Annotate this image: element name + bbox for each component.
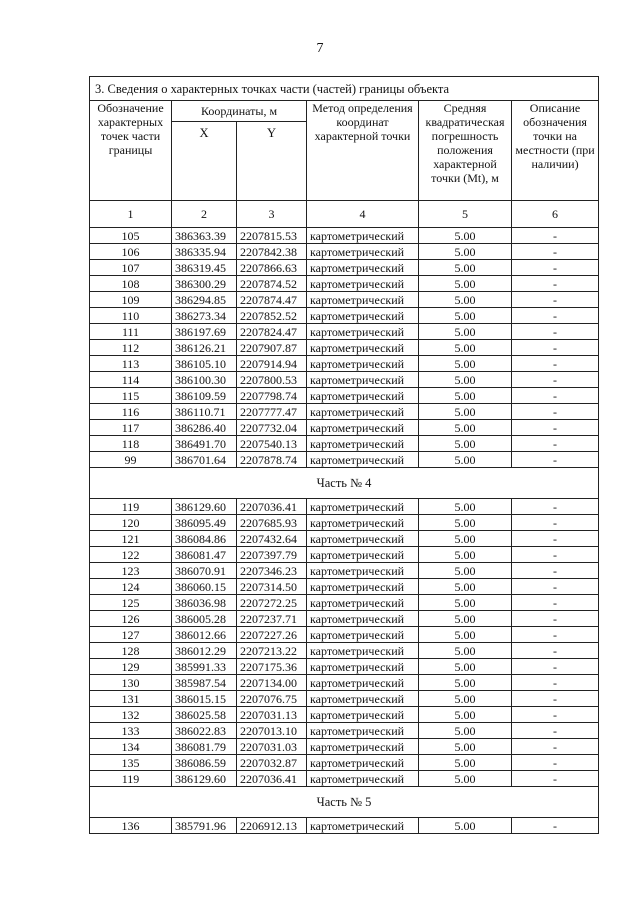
coord-x: 386335.94 (172, 244, 237, 260)
coord-x: 386022.83 (172, 723, 237, 739)
point-number: 109 (90, 292, 172, 308)
coord-y: 2207032.87 (237, 755, 307, 771)
table-row (90, 659, 599, 675)
table-row (90, 276, 599, 292)
coord-y: 2206912.13 (237, 818, 307, 834)
column-number: 6 (512, 201, 599, 228)
table-row (90, 531, 599, 547)
point-number: 135 (90, 755, 172, 771)
error-value: 5.00 (419, 436, 512, 452)
error-value: 5.00 (419, 771, 512, 787)
coord-y: 2207914.94 (237, 356, 307, 372)
table-row (90, 499, 599, 515)
description: - (512, 388, 599, 404)
coord-x: 386105.10 (172, 356, 237, 372)
header-method: Метод определения координат характерной точки (307, 101, 419, 201)
coord-y: 2207798.74 (237, 388, 307, 404)
header-error: Средняя квадратическая погрешность положения характерной точки (Mt), м (419, 101, 512, 201)
table-row (90, 723, 599, 739)
table-row (90, 707, 599, 723)
error-value: 5.00 (419, 627, 512, 643)
description: - (512, 755, 599, 771)
method: картометрический (307, 324, 419, 340)
method: картометрический (307, 659, 419, 675)
description: - (512, 372, 599, 388)
point-number: 130 (90, 675, 172, 691)
method: картометрический (307, 818, 419, 834)
table-row (90, 228, 599, 244)
coord-x: 386363.39 (172, 228, 237, 244)
coord-x: 386070.91 (172, 563, 237, 579)
coord-x: 385991.33 (172, 659, 237, 675)
description: - (512, 643, 599, 659)
error-value: 5.00 (419, 643, 512, 659)
method: картометрический (307, 531, 419, 547)
coord-x: 386036.98 (172, 595, 237, 611)
coord-x: 386025.58 (172, 707, 237, 723)
coord-x: 386081.47 (172, 547, 237, 563)
column-number: 4 (307, 201, 419, 228)
table-row (90, 292, 599, 308)
error-value: 5.00 (419, 595, 512, 611)
coord-y: 2207314.50 (237, 579, 307, 595)
coord-x: 386012.66 (172, 627, 237, 643)
description: - (512, 547, 599, 563)
method: картометрический (307, 372, 419, 388)
description: - (512, 356, 599, 372)
coord-y: 2207842.38 (237, 244, 307, 260)
description: - (512, 420, 599, 436)
error-value: 5.00 (419, 739, 512, 755)
method: картометрический (307, 707, 419, 723)
table-row (90, 324, 599, 340)
point-number: 120 (90, 515, 172, 531)
table-row (90, 547, 599, 563)
table-row (90, 404, 599, 420)
coord-x: 385987.54 (172, 675, 237, 691)
error-value: 5.00 (419, 547, 512, 563)
error-value: 5.00 (419, 452, 512, 468)
coord-y: 2207031.13 (237, 707, 307, 723)
coord-y: 2207397.79 (237, 547, 307, 563)
table-row (90, 372, 599, 388)
method: картометрический (307, 611, 419, 627)
table-row (90, 691, 599, 707)
table-row (90, 755, 599, 771)
description: - (512, 452, 599, 468)
coord-x: 386012.29 (172, 643, 237, 659)
point-number: 131 (90, 691, 172, 707)
coord-x: 386100.30 (172, 372, 237, 388)
method: картометрический (307, 452, 419, 468)
point-number: 134 (90, 739, 172, 755)
method: картометрический (307, 420, 419, 436)
coord-x: 386129.60 (172, 499, 237, 515)
point-number: 107 (90, 260, 172, 276)
method: картометрический (307, 404, 419, 420)
table-row (90, 579, 599, 595)
table-row (90, 595, 599, 611)
method: картометрический (307, 579, 419, 595)
error-value: 5.00 (419, 276, 512, 292)
description: - (512, 611, 599, 627)
description: - (512, 818, 599, 834)
error-value: 5.00 (419, 292, 512, 308)
method: картометрический (307, 276, 419, 292)
coord-y: 2207432.64 (237, 531, 307, 547)
error-value: 5.00 (419, 340, 512, 356)
coord-x: 386197.69 (172, 324, 237, 340)
description: - (512, 276, 599, 292)
description: - (512, 244, 599, 260)
error-value: 5.00 (419, 372, 512, 388)
table-row (90, 818, 599, 834)
description: - (512, 563, 599, 579)
coord-y: 2207866.63 (237, 260, 307, 276)
coord-y: 2207732.04 (237, 420, 307, 436)
section-title: 3. Сведения о характерных точках части (частей) границы объекта (90, 77, 599, 101)
method: картометрический (307, 244, 419, 260)
error-value: 5.00 (419, 308, 512, 324)
error-value: 5.00 (419, 563, 512, 579)
point-number: 129 (90, 659, 172, 675)
point-number: 133 (90, 723, 172, 739)
error-value: 5.00 (419, 755, 512, 771)
coord-y: 2207237.71 (237, 611, 307, 627)
column-numbers-row (90, 201, 599, 228)
description: - (512, 739, 599, 755)
description: - (512, 675, 599, 691)
error-value: 5.00 (419, 818, 512, 834)
header-x: X (172, 122, 237, 201)
point-number: 128 (90, 643, 172, 659)
point-number: 122 (90, 547, 172, 563)
table-row (90, 771, 599, 787)
method: картометрический (307, 723, 419, 739)
part-title-row (90, 468, 599, 499)
point-number: 115 (90, 388, 172, 404)
error-value: 5.00 (419, 515, 512, 531)
error-value: 5.00 (419, 420, 512, 436)
method: картометрический (307, 547, 419, 563)
coord-y: 2207815.53 (237, 228, 307, 244)
coord-x: 386491.70 (172, 436, 237, 452)
error-value: 5.00 (419, 675, 512, 691)
error-value: 5.00 (419, 723, 512, 739)
coord-y: 2207540.13 (237, 436, 307, 452)
error-value: 5.00 (419, 404, 512, 420)
error-value: 5.00 (419, 324, 512, 340)
description: - (512, 404, 599, 420)
coord-y: 2207272.25 (237, 595, 307, 611)
method: картометрический (307, 228, 419, 244)
header-y: Y (237, 122, 307, 201)
point-number: 125 (90, 595, 172, 611)
method: картометрический (307, 260, 419, 276)
column-number: 5 (419, 201, 512, 228)
method: картометрический (307, 515, 419, 531)
coord-x: 385791.96 (172, 818, 237, 834)
description: - (512, 228, 599, 244)
point-number: 132 (90, 707, 172, 723)
coord-y: 2207852.52 (237, 308, 307, 324)
coord-y: 2207878.74 (237, 452, 307, 468)
coord-x: 386084.86 (172, 531, 237, 547)
description: - (512, 691, 599, 707)
point-number: 114 (90, 372, 172, 388)
point-number: 118 (90, 436, 172, 452)
point-number: 121 (90, 531, 172, 547)
point-number: 105 (90, 228, 172, 244)
table-row (90, 611, 599, 627)
coord-x: 386110.71 (172, 404, 237, 420)
coord-y: 2207874.47 (237, 292, 307, 308)
error-value: 5.00 (419, 388, 512, 404)
point-number: 124 (90, 579, 172, 595)
coord-y: 2207227.26 (237, 627, 307, 643)
error-value: 5.00 (419, 659, 512, 675)
coord-y: 2207036.41 (237, 499, 307, 515)
table-row (90, 388, 599, 404)
coord-x: 386095.49 (172, 515, 237, 531)
method: картометрический (307, 595, 419, 611)
method: картометрический (307, 308, 419, 324)
description: - (512, 324, 599, 340)
coord-x: 386005.28 (172, 611, 237, 627)
error-value: 5.00 (419, 499, 512, 515)
column-number: 3 (237, 201, 307, 228)
coord-x: 386286.40 (172, 420, 237, 436)
description: - (512, 595, 599, 611)
error-value: 5.00 (419, 260, 512, 276)
method: картометрический (307, 563, 419, 579)
description: - (512, 308, 599, 324)
coord-x: 386060.15 (172, 579, 237, 595)
method: картометрический (307, 771, 419, 787)
coord-y: 2207874.52 (237, 276, 307, 292)
point-number: 99 (90, 452, 172, 468)
table-row (90, 436, 599, 452)
method: картометрический (307, 739, 419, 755)
method: картометрический (307, 691, 419, 707)
point-number: 119 (90, 771, 172, 787)
description: - (512, 627, 599, 643)
description: - (512, 499, 599, 515)
method: картометрический (307, 292, 419, 308)
error-value: 5.00 (419, 707, 512, 723)
description: - (512, 723, 599, 739)
header-designation: Обозначение характерных точек части границы (90, 101, 172, 201)
point-number: 111 (90, 324, 172, 340)
method: картометрический (307, 643, 419, 659)
coord-x: 386294.85 (172, 292, 237, 308)
table-row (90, 356, 599, 372)
point-number: 127 (90, 627, 172, 643)
description: - (512, 707, 599, 723)
table-row (90, 260, 599, 276)
coord-y: 2207013.10 (237, 723, 307, 739)
table-row (90, 244, 599, 260)
coord-x: 386081.79 (172, 739, 237, 755)
point-number: 117 (90, 420, 172, 436)
table-row (90, 515, 599, 531)
error-value: 5.00 (419, 356, 512, 372)
page-number: 7 (316, 41, 324, 56)
coord-y: 2207907.87 (237, 340, 307, 356)
coord-y: 2207213.22 (237, 643, 307, 659)
table-row (90, 563, 599, 579)
coord-x: 386701.64 (172, 452, 237, 468)
point-number: 116 (90, 404, 172, 420)
coord-y: 2207036.41 (237, 771, 307, 787)
description: - (512, 515, 599, 531)
header-description: Описание обозначения точки на местности (при наличии) (512, 101, 599, 201)
coord-y: 2207800.53 (237, 372, 307, 388)
coord-y: 2207824.47 (237, 324, 307, 340)
error-value: 5.00 (419, 228, 512, 244)
coord-x: 386129.60 (172, 771, 237, 787)
table-row (90, 643, 599, 659)
part-title: Часть № 4 (90, 468, 599, 499)
description: - (512, 579, 599, 595)
coord-y: 2207076.75 (237, 691, 307, 707)
point-number: 113 (90, 356, 172, 372)
coord-x: 386126.21 (172, 340, 237, 356)
method: картометрический (307, 356, 419, 372)
table-row (90, 739, 599, 755)
point-number: 136 (90, 818, 172, 834)
description: - (512, 659, 599, 675)
method: картометрический (307, 388, 419, 404)
point-number: 108 (90, 276, 172, 292)
table-row (90, 675, 599, 691)
coord-y: 2207134.00 (237, 675, 307, 691)
method: картометрический (307, 675, 419, 691)
description: - (512, 340, 599, 356)
point-number: 123 (90, 563, 172, 579)
description: - (512, 292, 599, 308)
part-title: Часть № 5 (90, 787, 599, 818)
description: - (512, 436, 599, 452)
coord-y: 2207031.03 (237, 739, 307, 755)
point-number: 112 (90, 340, 172, 356)
description: - (512, 771, 599, 787)
column-number: 1 (90, 201, 172, 228)
method: картометрический (307, 755, 419, 771)
table-row (90, 452, 599, 468)
coord-y: 2207346.23 (237, 563, 307, 579)
coord-x: 386109.59 (172, 388, 237, 404)
error-value: 5.00 (419, 611, 512, 627)
method: картометрический (307, 499, 419, 515)
table-row (90, 308, 599, 324)
error-value: 5.00 (419, 579, 512, 595)
method: картометрический (307, 340, 419, 356)
error-value: 5.00 (419, 691, 512, 707)
coord-y: 2207685.93 (237, 515, 307, 531)
point-number: 126 (90, 611, 172, 627)
column-number: 2 (172, 201, 237, 228)
table-row (90, 420, 599, 436)
table-row (90, 627, 599, 643)
coord-x: 386273.34 (172, 308, 237, 324)
boundary-points-table (89, 76, 599, 834)
coord-x: 386086.59 (172, 755, 237, 771)
method: картометрический (307, 436, 419, 452)
description: - (512, 531, 599, 547)
error-value: 5.00 (419, 531, 512, 547)
coord-y: 2207777.47 (237, 404, 307, 420)
coord-x: 386015.15 (172, 691, 237, 707)
point-number: 110 (90, 308, 172, 324)
coord-x: 386300.29 (172, 276, 237, 292)
coord-y: 2207175.36 (237, 659, 307, 675)
table-row (90, 340, 599, 356)
point-number: 119 (90, 499, 172, 515)
coord-x: 386319.45 (172, 260, 237, 276)
part-title-row (90, 787, 599, 818)
header-coordinates: Координаты, м (172, 101, 307, 122)
point-number: 106 (90, 244, 172, 260)
description: - (512, 260, 599, 276)
error-value: 5.00 (419, 244, 512, 260)
method: картометрический (307, 627, 419, 643)
